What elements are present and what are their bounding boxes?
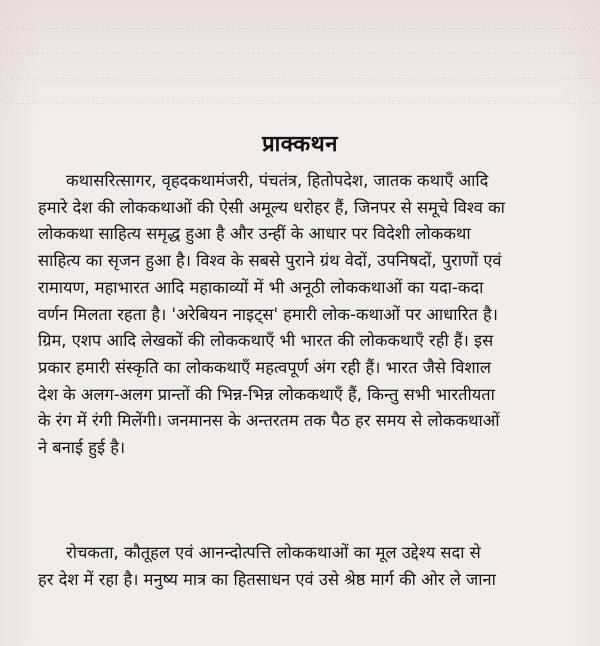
text-line: ने बनाई हुई है। xyxy=(38,438,126,458)
page-title: प्राक्कथन xyxy=(262,132,338,157)
text-line: वर्णन मिलता रहता है। 'अरेबियन नाइट्स' हमारी लोक-कथाओं पर आधारित है। xyxy=(38,304,498,324)
text-line: के रंग में रंगी मिलेंगी। जनमानस के अन्तरतम तक पैठ हर समय से लोककथाओं xyxy=(38,411,500,431)
text-line: हमारे देश की लोककथाओं की ऐसी अमूल्य धरोहर हैं, जिनपर से समूचे विश्व का xyxy=(38,197,505,217)
paragraph-1 xyxy=(38,168,568,462)
text-line: देश के अलग-अलग प्रान्तों की भिन्न-भिन्न लोककथाएँ हैं, किन्तु सभी भारतीयता xyxy=(38,384,495,404)
text-line: लोककथा साहित्य समृद्ध हुआ है और उन्हीं के आधार पर विदेशी लोककथा xyxy=(38,224,471,244)
paragraph-2 xyxy=(38,540,568,593)
bleed-through-texture xyxy=(6,4,596,124)
text-line: ग्रिम, एशप आदि लेखकों की लोककथाएँ भी भारत की लोककथाएँ रही हैं। इस xyxy=(38,331,494,351)
text-line: कथासरित्सागर, वृहदकथामंजरी, पंचतंत्र, हितोपदेश, जातक कथाएँ आदि xyxy=(66,171,489,190)
text-line: साहित्य का सृजन हुआ है। विश्व के सबसे पुराने ग्रंथ वेदों, उपनिषदों, पुराणों एवं xyxy=(38,251,502,271)
text-line: प्रकार हमारी संस्कृति का लोककथाएँ महत्वपूर्ण अंग रही हैं। भारत जैसे विशाल xyxy=(38,357,492,377)
text-line: रोचकता, कौतूहल एवं आनन्दोत्पत्ति लोककथाओं का मूल उद्देश्य सदा से xyxy=(66,543,481,562)
text-line: हर देश में रहा है। मनुष्य मात्र का हितसाधन एवं उसे श्रेष्ठ मार्ग की ओर ले जाना xyxy=(38,569,496,589)
text-line: रामायण, महाभारत आदि महाकाव्यों में भी अनूठी लोककथाओं का यदा-कदा xyxy=(38,277,484,297)
